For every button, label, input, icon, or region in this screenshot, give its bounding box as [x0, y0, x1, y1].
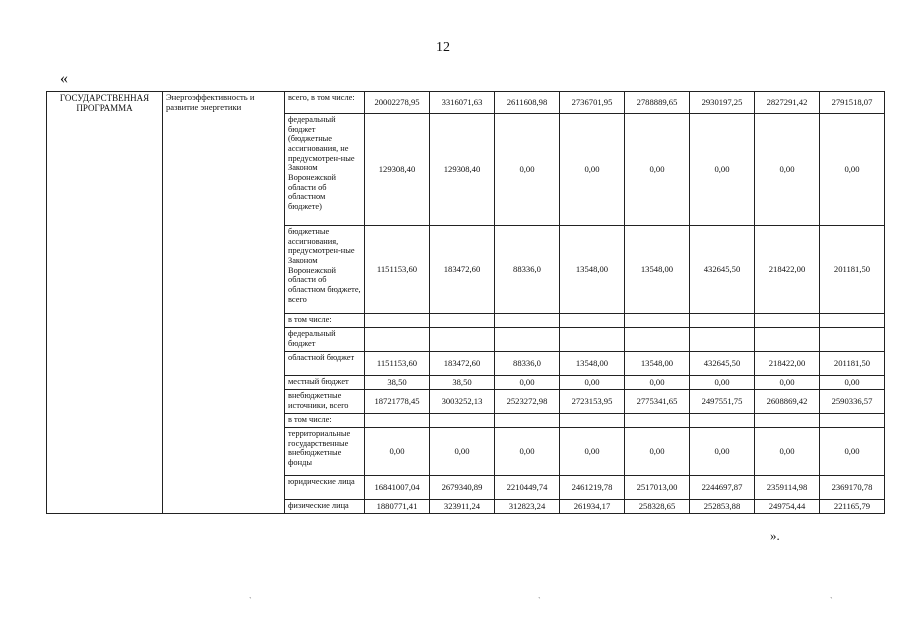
amount-cell: 0,00 — [690, 376, 755, 390]
amount-cell — [560, 314, 625, 328]
amount-cell: 0,00 — [495, 428, 560, 476]
amount-cell — [690, 414, 755, 428]
amount-cell: 0,00 — [365, 428, 430, 476]
amount-cell: 218422,00 — [755, 352, 820, 376]
amount-cell: 2517013,00 — [625, 476, 690, 500]
amount-cell — [755, 414, 820, 428]
amount-cell: 252853,88 — [690, 500, 755, 514]
amount-cell — [430, 314, 495, 328]
amount-cell: 88336,0 — [495, 226, 560, 314]
amount-cell: 38,50 — [430, 376, 495, 390]
amount-cell: 2930197,25 — [690, 92, 755, 114]
funding-source-cell: федеральный бюджет — [285, 328, 365, 352]
amount-cell: 20002278,95 — [365, 92, 430, 114]
funding-source-cell: физические лица — [285, 500, 365, 514]
amount-cell: 221165,79 — [820, 500, 885, 514]
amount-cell: 0,00 — [495, 376, 560, 390]
program-status-cell: ГОСУДАРСТВЕННАЯ ПРОГРАММА — [47, 92, 163, 514]
amount-cell: 2775341,65 — [625, 390, 690, 414]
amount-cell: 0,00 — [755, 114, 820, 226]
scan-mark: ˋ — [249, 596, 252, 605]
amount-cell: 1151153,60 — [365, 226, 430, 314]
funding-source-cell: юридические лица — [285, 476, 365, 500]
amount-cell — [560, 328, 625, 352]
amount-cell: 2736701,95 — [560, 92, 625, 114]
table-row — [47, 92, 885, 114]
amount-cell: 0,00 — [820, 428, 885, 476]
amount-cell: 2791518,07 — [820, 92, 885, 114]
amount-cell: 13548,00 — [560, 352, 625, 376]
amount-cell: 2210449,74 — [495, 476, 560, 500]
amount-cell: 2827291,42 — [755, 92, 820, 114]
funding-source-cell: бюджетные ассигнования, предусмотрен-ные Законом Воронежской области об областном бюджете, всего — [285, 226, 365, 314]
amount-cell: 88336,0 — [495, 352, 560, 376]
amount-cell: 13548,00 — [625, 352, 690, 376]
amount-cell: 258328,65 — [625, 500, 690, 514]
amount-cell: 2590336,57 — [820, 390, 885, 414]
amount-cell — [690, 314, 755, 328]
amount-cell: 2369170,78 — [820, 476, 885, 500]
funding-source-cell: территориальные государственные внебюджетные фонды — [285, 428, 365, 476]
amount-cell — [820, 328, 885, 352]
amount-cell: 2608869,42 — [755, 390, 820, 414]
amount-cell — [560, 414, 625, 428]
amount-cell: 129308,40 — [365, 114, 430, 226]
amount-cell — [820, 314, 885, 328]
amount-cell: 2723153,95 — [560, 390, 625, 414]
amount-cell — [625, 328, 690, 352]
amount-cell: 218422,00 — [755, 226, 820, 314]
amount-cell: 249754,44 — [755, 500, 820, 514]
amount-cell: 0,00 — [690, 114, 755, 226]
amount-cell: 0,00 — [560, 376, 625, 390]
program-name-cell: Энергоэффективность и развитие энергетики — [163, 92, 285, 514]
scan-mark: ˋ — [538, 596, 541, 605]
amount-cell: 0,00 — [820, 376, 885, 390]
amount-cell: 312823,24 — [495, 500, 560, 514]
amount-cell: 0,00 — [625, 376, 690, 390]
amount-cell: 183472,60 — [430, 226, 495, 314]
amount-cell — [365, 314, 430, 328]
amount-cell — [365, 328, 430, 352]
amount-cell: 0,00 — [430, 428, 495, 476]
amount-cell: 0,00 — [625, 428, 690, 476]
amount-cell: 0,00 — [625, 114, 690, 226]
amount-cell — [625, 414, 690, 428]
amount-cell: 2788889,65 — [625, 92, 690, 114]
amount-cell: 2497551,75 — [690, 390, 755, 414]
amount-cell: 0,00 — [755, 376, 820, 390]
amount-cell: 3003252,13 — [430, 390, 495, 414]
budget-table — [46, 91, 885, 514]
amount-cell: 18721778,45 — [365, 390, 430, 414]
amount-cell: 16841007,04 — [365, 476, 430, 500]
amount-cell: 2611608,98 — [495, 92, 560, 114]
amount-cell — [495, 314, 560, 328]
amount-cell: 0,00 — [755, 428, 820, 476]
funding-source-cell: внебюджетные источники, всего — [285, 390, 365, 414]
amount-cell — [430, 414, 495, 428]
funding-source-cell: местный бюджет — [285, 376, 365, 390]
funding-source-cell: в том числе: — [285, 414, 365, 428]
funding-source-cell: областной бюджет — [285, 352, 365, 376]
amount-cell: 201181,50 — [820, 226, 885, 314]
page-number: 12 — [436, 40, 450, 55]
funding-source-cell: в том числе: — [285, 314, 365, 328]
opening-quote-mark: « — [60, 70, 68, 87]
amount-cell: 432645,50 — [690, 352, 755, 376]
amount-cell — [755, 328, 820, 352]
amount-cell: 1151153,60 — [365, 352, 430, 376]
amount-cell: 129308,40 — [430, 114, 495, 226]
amount-cell: 38,50 — [365, 376, 430, 390]
amount-cell: 261934,17 — [560, 500, 625, 514]
amount-cell: 13548,00 — [625, 226, 690, 314]
amount-cell: 0,00 — [690, 428, 755, 476]
scan-mark: ˋ — [830, 596, 833, 605]
amount-cell — [430, 328, 495, 352]
amount-cell — [495, 328, 560, 352]
amount-cell: 3316071,63 — [430, 92, 495, 114]
amount-cell: 201181,50 — [820, 352, 885, 376]
amount-cell — [690, 328, 755, 352]
amount-cell: 2461219,78 — [560, 476, 625, 500]
amount-cell: 2679340,89 — [430, 476, 495, 500]
amount-cell: 2359114,98 — [755, 476, 820, 500]
amount-cell: 323911,24 — [430, 500, 495, 514]
amount-cell: 2523272,98 — [495, 390, 560, 414]
amount-cell: 432645,50 — [690, 226, 755, 314]
closing-quote-mark: ». — [770, 528, 780, 543]
amount-cell — [755, 314, 820, 328]
amount-cell — [625, 314, 690, 328]
amount-cell: 0,00 — [820, 114, 885, 226]
amount-cell — [365, 414, 430, 428]
amount-cell — [495, 414, 560, 428]
amount-cell — [820, 414, 885, 428]
amount-cell: 0,00 — [560, 428, 625, 476]
amount-cell: 2244697,87 — [690, 476, 755, 500]
funding-source-cell: федеральный бюджет (бюджетные ассигнования, не предусмотрен-ные Законом Воронежской области об областном бюджете) — [285, 114, 365, 226]
amount-cell: 13548,00 — [560, 226, 625, 314]
amount-cell: 0,00 — [495, 114, 560, 226]
amount-cell: 1880771,41 — [365, 500, 430, 514]
funding-source-cell: всего, в том числе: — [285, 92, 365, 114]
amount-cell: 183472,60 — [430, 352, 495, 376]
amount-cell: 0,00 — [560, 114, 625, 226]
